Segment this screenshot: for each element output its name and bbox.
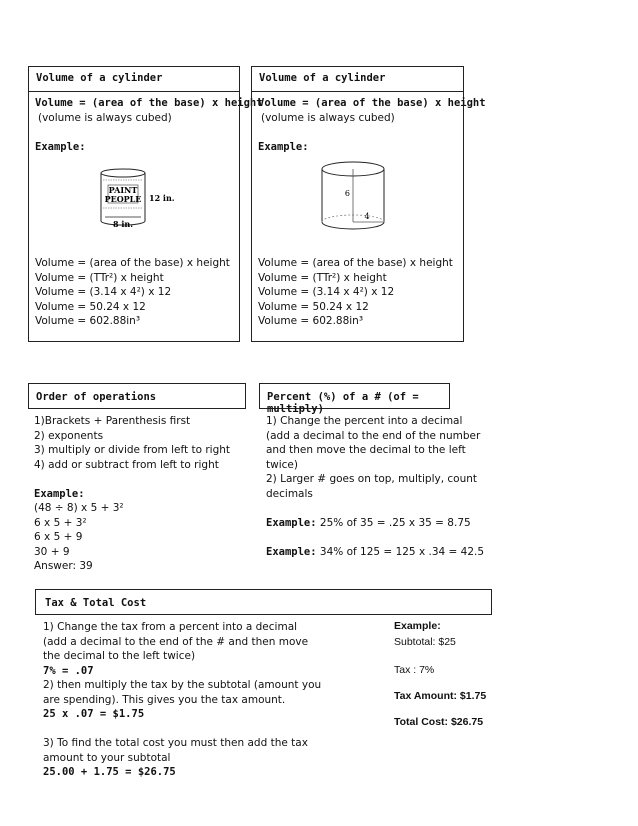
step-line: Volume = (area of the base) x height bbox=[258, 257, 453, 269]
step-line: Volume = (3.14 x 4²) x 12 bbox=[258, 286, 395, 298]
cylinder-steps-left bbox=[35, 256, 240, 329]
cylinder-illustration bbox=[317, 160, 389, 232]
percent-line: twice) bbox=[266, 458, 298, 471]
example-label: Example: bbox=[34, 487, 85, 500]
total-cost-text: Total Cost: $26.75 bbox=[394, 716, 484, 728]
card-title: Tax & Total Cost bbox=[45, 597, 147, 609]
percent-body bbox=[266, 414, 485, 559]
radius-label: 4 bbox=[364, 212, 370, 221]
tax-line: 3) To find the total cost you must then add the tax bbox=[43, 737, 308, 749]
tax-equation: 25 x .07 = $1.75 bbox=[43, 708, 145, 720]
note: (volume is always cubed) bbox=[261, 111, 395, 124]
can-text-1: PAINT bbox=[108, 185, 138, 195]
example-label: Example: bbox=[394, 620, 441, 632]
example-text: 25% of 35 = .25 x 35 = 8.75 bbox=[316, 516, 471, 529]
card-body bbox=[35, 96, 263, 154]
step-line: Volume = 50.24 x 12 bbox=[258, 300, 369, 313]
step-line: Volume = 50.24 x 12 bbox=[35, 300, 146, 313]
paint-can-illustration bbox=[95, 165, 190, 235]
card-title: Percent (%) of a # (of = multiply) bbox=[267, 391, 419, 415]
example-line: 30 + 9 bbox=[34, 545, 70, 558]
percent-line: decimals bbox=[266, 487, 313, 500]
tax-line: amount to your subtotal bbox=[43, 751, 171, 764]
tax-line: 2) then multiply the tax by the subtotal (amount you bbox=[43, 679, 322, 691]
card-title: Order of operations bbox=[36, 391, 157, 403]
percent-example-1 bbox=[266, 516, 476, 531]
step-line: Volume = (TTr²) x height bbox=[258, 271, 387, 284]
example-line: Answer: 39 bbox=[34, 560, 93, 572]
card-title: Volume of a cylinder bbox=[36, 72, 163, 84]
example-label: Example: bbox=[266, 516, 317, 529]
percent-line: (add a decimal to the end of the number bbox=[266, 429, 481, 442]
example-label: Example: bbox=[266, 545, 317, 558]
example-line: (48 ÷ 8) x 5 + 3² bbox=[34, 502, 124, 514]
height-label: 12 in. bbox=[149, 193, 175, 203]
example-line: 6 x 5 + 9 bbox=[34, 531, 83, 543]
tax-line: (add a decimal to the end of the # and then move bbox=[43, 635, 309, 648]
height-label: 6 bbox=[344, 189, 350, 198]
tax-line: are spending). This gives you the tax amount. bbox=[43, 693, 286, 706]
example-label: Example: bbox=[35, 140, 86, 153]
example-text: 34% of 125 = 125 x .34 = 42.5 bbox=[316, 545, 485, 558]
subtotal-text: Subtotal: $25 bbox=[394, 636, 456, 648]
tax-amount-text: Tax Amount: $1.75 bbox=[394, 690, 487, 702]
tax-body bbox=[43, 620, 373, 780]
percent-line: and then move the decimal to the left bbox=[266, 444, 466, 456]
note: (volume is always cubed) bbox=[38, 111, 172, 124]
step-line: Volume = (3.14 x 4²) x 12 bbox=[35, 286, 172, 298]
tax-equation: 25.00 + 1.75 = $26.75 bbox=[43, 766, 176, 778]
tax-rate-text: Tax : 7% bbox=[394, 664, 435, 676]
tax-line: 1) Change the tax from a percent into a decimal bbox=[43, 621, 298, 633]
rule-line: 3) multiply or divide from left to right bbox=[34, 444, 231, 456]
order-of-operations-body bbox=[34, 414, 254, 574]
rule-line: 4) add or subtract from left to right bbox=[34, 458, 219, 471]
percent-line: 2) Larger # goes on top, multiply, count bbox=[266, 473, 478, 485]
step-line: Volume = (area of the base) x height bbox=[35, 257, 230, 269]
step-line: Volume = (TTr²) x height bbox=[35, 271, 164, 284]
example-line: 6 x 5 + 3² bbox=[34, 516, 87, 529]
formula: Volume = (area of the base) x height bbox=[258, 97, 486, 109]
tax-equation: 7% = .07 bbox=[43, 664, 94, 677]
example-label: Example: bbox=[258, 140, 309, 153]
rule-line: 1)Brackets + Parenthesis first bbox=[34, 415, 191, 427]
rule-line: 2) exponents bbox=[34, 429, 104, 442]
percent-line: 1) Change the percent into a decimal bbox=[266, 415, 463, 427]
cylinder-steps-right bbox=[258, 256, 464, 329]
step-line: Volume = 602.88in³ bbox=[258, 315, 364, 327]
card-body bbox=[258, 96, 486, 154]
width-label: 8 in. bbox=[113, 219, 133, 229]
card-title: Volume of a cylinder bbox=[259, 72, 386, 84]
formula: Volume = (area of the base) x height bbox=[35, 97, 263, 109]
percent-example-2 bbox=[266, 545, 485, 560]
can-text-2: PEOPLE bbox=[104, 194, 142, 204]
step-line: Volume = 602.88in³ bbox=[35, 315, 141, 327]
tax-line: the decimal to the left twice) bbox=[43, 650, 196, 662]
